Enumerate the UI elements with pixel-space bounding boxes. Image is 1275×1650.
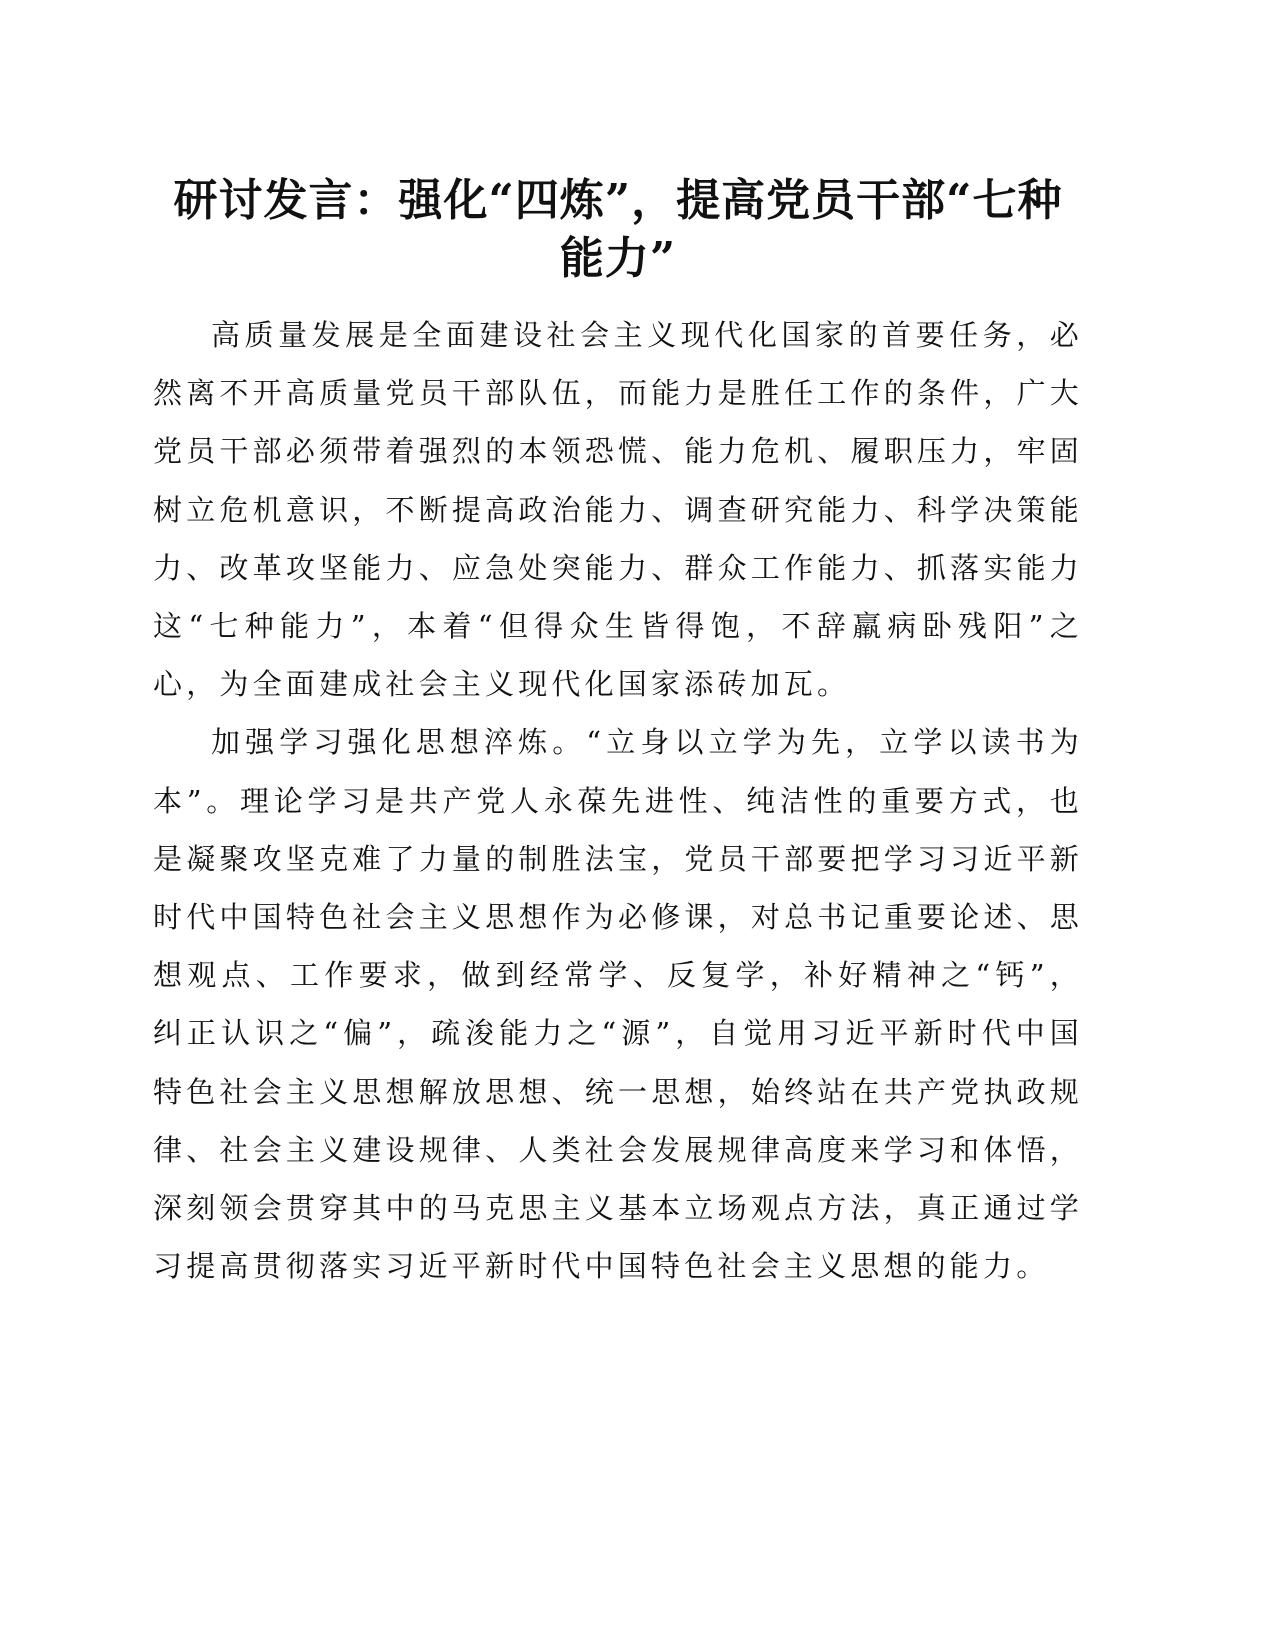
document-title: 研讨发言：强化“四炼”，提高党员干部“七种能力” <box>173 175 1063 284</box>
paragraph-study: 加强学习强化思想淬炼。“立身以立学为先，立学以读书为本”。理论学习是共产党人永葆先进性、纯洁性的重要方式，也是凝聚攻坚克难了力量的制胜法宝，党员干部要把学习习近平新时代中国特色社会主义思想作为必修课，对总书记重要论述、思想观点、工作要求，做到经常学、反复学，补好精神之“钙”，纠正认识之“偏”，疏浚能力之“源”，自觉用习近平新时代中国特色社会主义思想解放思想、统一思想，始终站在共产党执政规律、社会主义建设规律、人类社会发展规律高度来学习和体悟，深刻领会贯穿其中的马克思主义基本立场观点方法，真正通过学习提高贯彻落实习近平新时代中国特色社会主义思想的能力。 <box>153 725 1083 1284</box>
document-page <box>153 172 1083 1295</box>
paragraph-intro: 高质量发展是全面建设社会主义现代化国家的首要任务，必然离不开高质量党员干部队伍，而能力是胜任工作的条件，广大党员干部必须带着强烈的本领恐慌、能力危机、履职压力，牢固树立危机意识，不断提高政治能力、调查研究能力、科学决策能力、改革攻坚能力、应急处突能力、群众工作能力、抓落实能力这“七种能力”，本着“但得众生皆得饱，不辞羸病卧残阳”之心，为全面建成社会主义现代化国家添砖加瓦。 <box>153 318 1083 702</box>
